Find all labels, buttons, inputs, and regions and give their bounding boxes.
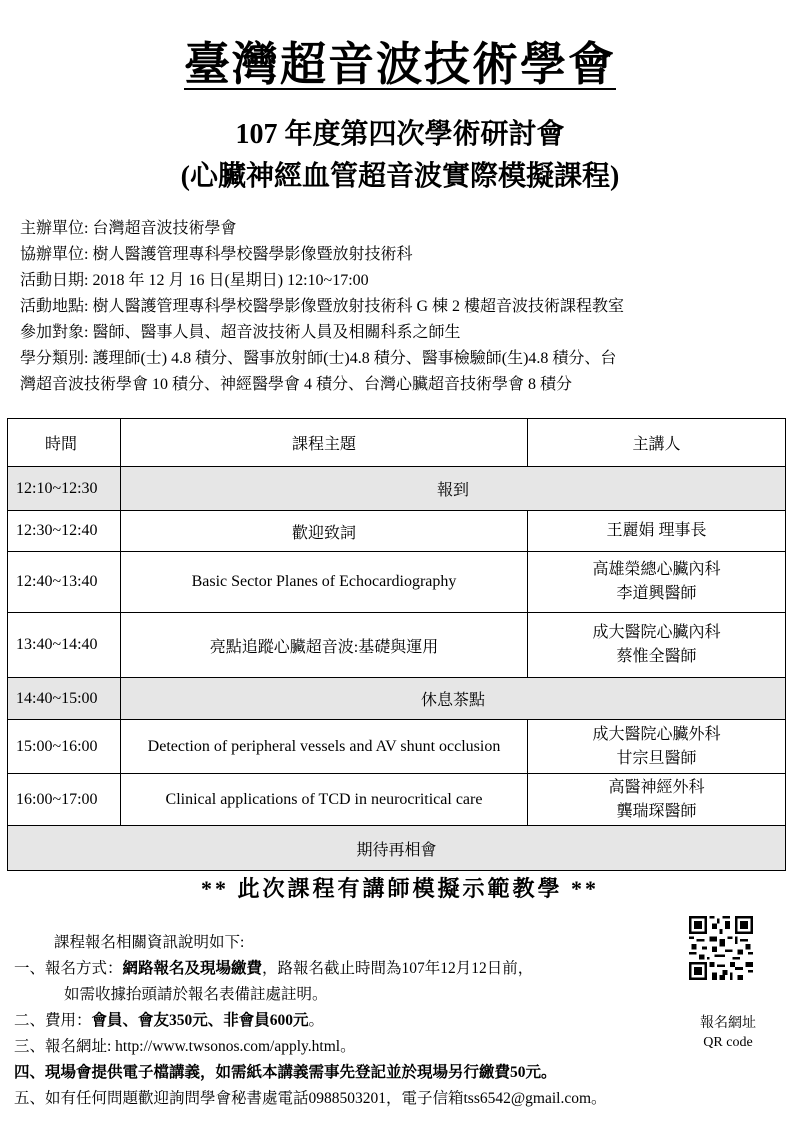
closing-row [8, 826, 786, 871]
registration-method: 一、報名方式：網路報名及現場繳費，路報名截止時間為107年12月12日前， [14, 960, 534, 977]
topic-cell: Basic Sector Planes of Echocardiography [121, 552, 528, 613]
event-subtitle: 107 年度第四次學術研討會 [235, 119, 565, 150]
fee-line: 二、費用：會員、會友350元、非會員600元。 [14, 1012, 325, 1029]
registration-url: 三、報名網址: http://www.twsonos.com/apply.html。 [14, 1038, 356, 1055]
time-cell: 15:00~16:00 [8, 720, 121, 774]
table-row [8, 613, 786, 678]
header-time: 時間 [8, 419, 121, 467]
speaker-cell [528, 552, 786, 613]
organizer-line: 主辦單位: 台灣超音波技術學會 [20, 220, 237, 237]
registration-info [14, 930, 714, 1112]
table-row [8, 467, 786, 511]
registration-intro: 課程報名相關資訊說明如下: [54, 934, 245, 951]
speaker-affiliation: 成大醫院心臟外科 [592, 725, 721, 743]
schedule-table [7, 418, 786, 871]
course-subtitle: (心臟神經血管超音波實際模擬課程) [180, 161, 620, 192]
time-cell: 12:40~13:40 [8, 552, 121, 613]
table-header-row [8, 419, 786, 467]
topic-cell: 歡迎致詞 [121, 511, 528, 552]
speaker-cell [528, 774, 786, 826]
credits-line-cont: 灣超音波技術學會 10 積分、神經醫學會 4 積分、台灣心臟超音技術學會 8 積分 [20, 376, 573, 393]
header-topic: 課程主題 [121, 419, 528, 467]
qr-caption-label: 報名網址 [700, 1016, 756, 1031]
qr-caption [680, 1014, 776, 1052]
handout-note: 四、現場會提供電子檔講義，如需紙本講義需事先登記並於現場另行繳費50元。 [14, 1064, 557, 1081]
receipt-note: 如需收據抬頭請於報名表備註處註明。 [64, 986, 328, 1003]
qr-code-icon [689, 916, 753, 980]
time-cell: 13:40~14:40 [8, 613, 121, 678]
contact-line: 五、如有任何問題歡迎詢問學會秘書處電話0988503201，電子信箱tss6542@gmail.com。 [14, 1090, 607, 1107]
event-info [20, 216, 780, 398]
speaker-affiliation: 高醫神經外科 [608, 778, 705, 796]
time-cell: 12:10~12:30 [8, 467, 121, 511]
speaker-cell [528, 720, 786, 774]
time-cell: 12:30~12:40 [8, 511, 121, 552]
table-row [8, 552, 786, 613]
table-row [8, 678, 786, 720]
topic-cell: 報到 [121, 467, 786, 511]
time-cell: 16:00~17:00 [8, 774, 121, 826]
speaker-affiliation: 成大醫院心臟內科 [592, 624, 721, 641]
speaker-name: 甘宗旦醫師 [616, 749, 697, 767]
speaker-cell [528, 613, 786, 678]
date-line: 活動日期: 2018 年 12 月 16 日(星期日) 12:10~17:00 [20, 272, 369, 289]
table-row [8, 720, 786, 774]
qr-caption-sub: QR code [703, 1035, 753, 1050]
topic-cell: Detection of peripheral vessels and AV shunt occlusion [121, 720, 528, 774]
speaker-cell: 王麗娟 理事長 [528, 511, 786, 552]
topic-cell: 亮點追蹤心臟超音波:基礎與運用 [121, 613, 528, 678]
time-cell: 14:40~15:00 [8, 678, 121, 720]
topic-cell: Clinical applications of TCD in neurocritical care [121, 774, 528, 826]
credits-line: 學分類別: 護理師(士) 4.8 積分、醫事放射師(士)4.8 積分、醫事檢驗師(生)4.8 積分、台 [20, 350, 617, 367]
page-title: 臺灣超音波技術學會 [184, 39, 616, 90]
co-organizer-line: 協辦單位: 樹人醫護管理專科學校醫學影像暨放射技術科 [20, 246, 413, 263]
speaker-name: 蔡惟全醫師 [616, 648, 697, 665]
location-line: 活動地點: 樹人醫護管理專科學校醫學影像暨放射技術科 G 棟 2 樓超音波技術課程教室 [20, 298, 625, 315]
closing-cell: 期待再相會 [8, 826, 786, 871]
header-speaker: 主講人 [528, 419, 786, 467]
demo-note: ** 此次課程有講師模擬示範教學 ** [200, 876, 599, 901]
speaker-affiliation: 高雄榮總心臟內科 [592, 561, 721, 578]
table-row [8, 774, 786, 826]
speaker-name: 龔瑞琛醫師 [616, 802, 697, 820]
table-row [8, 511, 786, 552]
speaker-name: 李道興醫師 [616, 585, 697, 602]
audience-line: 參加對象: 醫師、醫事人員、超音波技術人員及相關科系之師生 [20, 324, 461, 341]
topic-cell: 休息茶點 [121, 678, 786, 720]
